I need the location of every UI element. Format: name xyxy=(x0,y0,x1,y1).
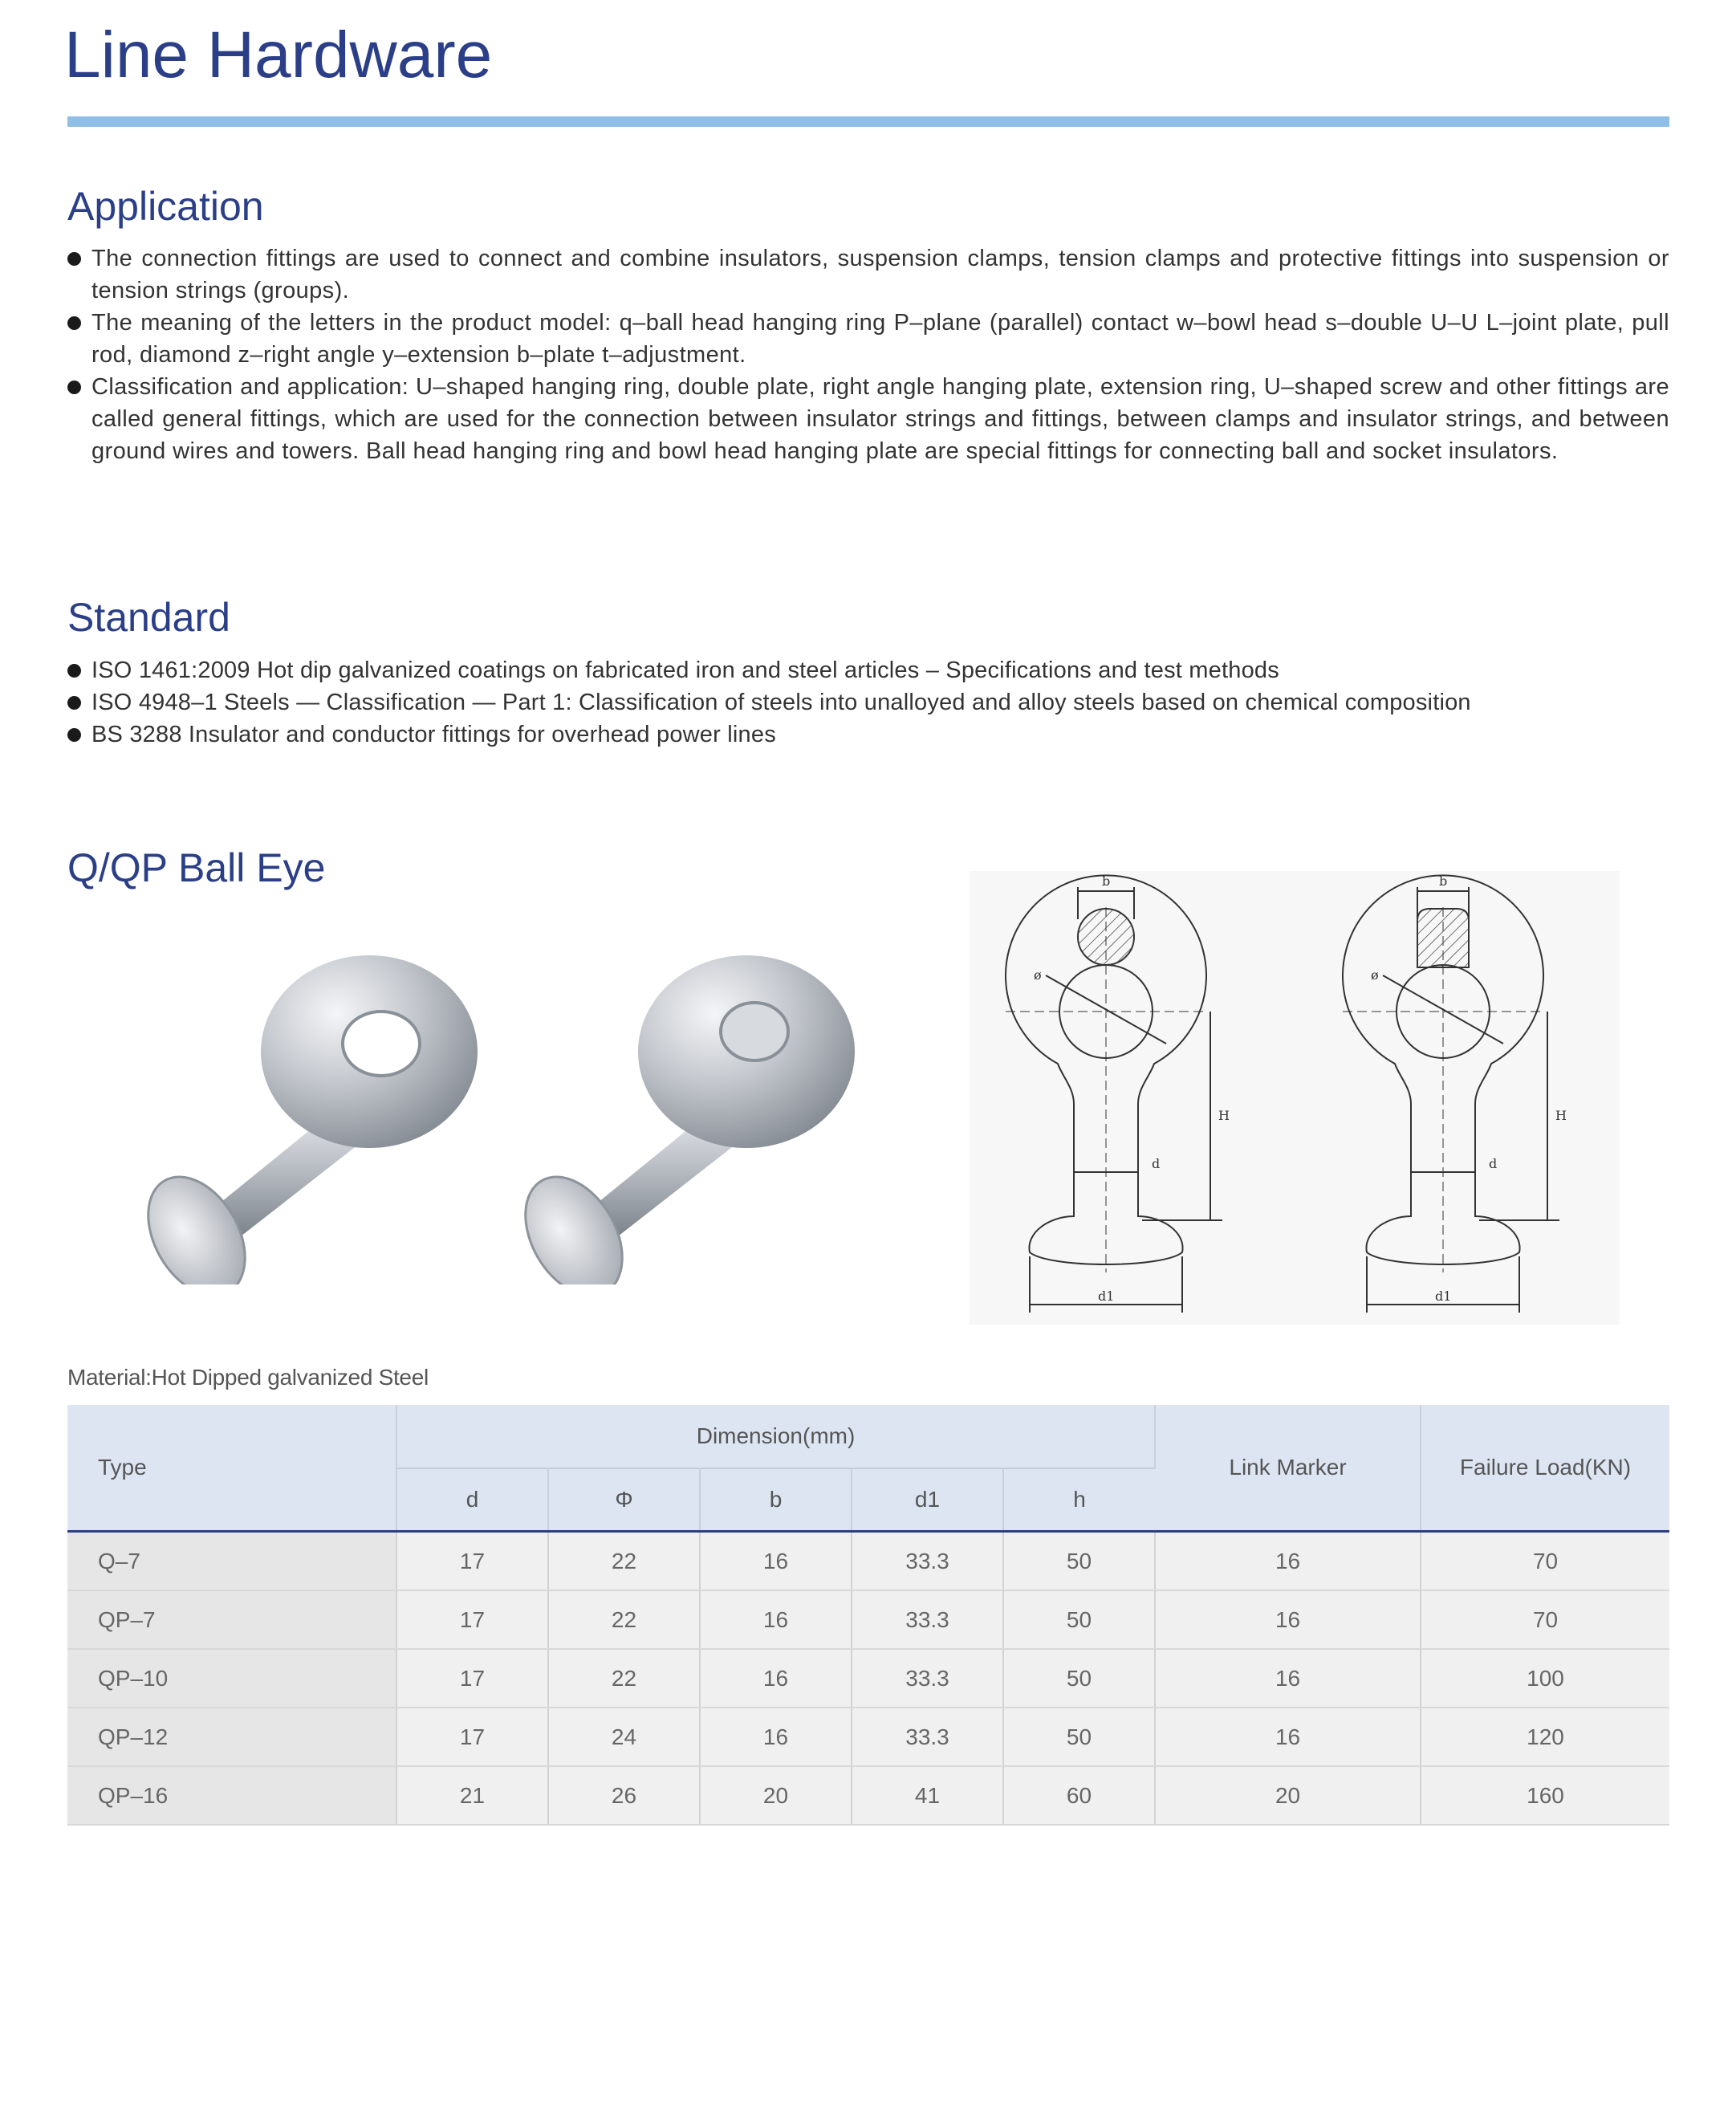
cell-d1: 33.3 xyxy=(852,1590,1003,1649)
cell-h: 60 xyxy=(1003,1766,1155,1825)
cell-type: QP–7 xyxy=(67,1590,396,1649)
cell-b: 16 xyxy=(700,1649,852,1708)
cell-link: 16 xyxy=(1155,1532,1421,1591)
label-phi-1: ø xyxy=(1034,967,1042,983)
label-h-2: H xyxy=(1555,1108,1567,1123)
cell-d: 21 xyxy=(396,1766,548,1825)
drawing-q xyxy=(1006,875,1222,1313)
cell-h: 50 xyxy=(1003,1590,1155,1649)
standard-list xyxy=(67,654,1669,751)
table-row xyxy=(67,1649,1669,1708)
application-heading: Application xyxy=(67,184,264,229)
cell-d: 17 xyxy=(396,1649,548,1708)
bullet-icon xyxy=(67,664,81,678)
label-d-2: d xyxy=(1489,1156,1498,1171)
page-title: Line Hardware xyxy=(64,18,493,92)
application-list xyxy=(67,242,1669,467)
label-d1-2: d1 xyxy=(1435,1288,1452,1304)
header-link-marker: Link Marker xyxy=(1155,1405,1421,1532)
material-note: Material:Hot Dipped galvanized Steel xyxy=(67,1365,429,1390)
header-b: b xyxy=(700,1468,852,1532)
standard-item: BS 3288 Insulator and conductor fittings for overhead power lines xyxy=(67,719,1669,751)
table-row xyxy=(67,1590,1669,1649)
cell-load: 100 xyxy=(1421,1649,1669,1708)
cell-d: 17 xyxy=(396,1590,548,1649)
bullet-icon xyxy=(67,252,81,266)
header-dimension: Dimension(mm) xyxy=(396,1405,1155,1468)
cell-phi: 22 xyxy=(548,1590,700,1649)
header-type: Type xyxy=(67,1405,396,1532)
cell-load: 70 xyxy=(1421,1532,1669,1591)
ball-eye-drawing xyxy=(970,871,1620,1325)
product-heading: Q/QP Ball Eye xyxy=(67,845,326,890)
cell-b: 16 xyxy=(700,1708,852,1766)
cell-b: 16 xyxy=(700,1590,852,1649)
ball-eye-image-1 xyxy=(128,955,478,1284)
spec-table xyxy=(67,1405,1669,1826)
cell-type: QP–16 xyxy=(67,1766,396,1825)
cell-d1: 33.3 xyxy=(852,1649,1003,1708)
cell-load: 70 xyxy=(1421,1590,1669,1649)
cell-type: Q–7 xyxy=(67,1532,396,1591)
header-d: d xyxy=(396,1468,548,1532)
standard-item: ISO 1461:2009 Hot dip galvanized coatings on fabricated iron and steel articles – Specifications and test methods xyxy=(67,654,1669,686)
table-row xyxy=(67,1532,1669,1591)
cell-link: 16 xyxy=(1155,1708,1421,1766)
bullet-icon xyxy=(67,381,81,394)
cell-d1: 33.3 xyxy=(852,1532,1003,1591)
table-row xyxy=(67,1766,1669,1825)
cell-link: 16 xyxy=(1155,1649,1421,1708)
cell-h: 50 xyxy=(1003,1532,1155,1591)
application-item: The meaning of the letters in the product model: q–ball head hanging ring P–plane (parallel) contact w–bowl head s–double U–U L–joint plate, pull rod, diamond z–right angle y–extension b–plate t–adjustment. xyxy=(67,307,1669,371)
header-h: h xyxy=(1003,1468,1155,1532)
label-d-1: d xyxy=(1152,1156,1161,1171)
cell-b: 20 xyxy=(700,1766,852,1825)
drawing-qp xyxy=(1343,875,1559,1313)
standard-heading: Standard xyxy=(67,595,230,640)
header-d1: d1 xyxy=(852,1468,1003,1532)
bullet-icon xyxy=(67,728,81,742)
application-item: The connection fittings are used to connect and combine insulators, suspension clamps, tension clamps and protective fittings into suspension or tension strings (groups). xyxy=(67,242,1669,307)
cell-d: 17 xyxy=(396,1708,548,1766)
cell-link: 20 xyxy=(1155,1766,1421,1825)
bullet-icon xyxy=(67,696,81,710)
label-h-1: H xyxy=(1218,1108,1230,1123)
cell-phi: 22 xyxy=(548,1532,700,1591)
title-rule xyxy=(67,116,1669,127)
table-row xyxy=(67,1708,1669,1766)
label-d1-1: d1 xyxy=(1098,1288,1115,1304)
cell-phi: 26 xyxy=(548,1766,700,1825)
cell-load: 160 xyxy=(1421,1766,1669,1825)
cell-type: QP–12 xyxy=(67,1708,396,1766)
ball-eye-photo xyxy=(128,947,883,1284)
label-b-1: b xyxy=(1102,873,1111,889)
standard-item: ISO 4948–1 Steels — Classification — Part 1: Classification of steels into unalloyed and alloy steels based on chemical composition xyxy=(67,686,1669,719)
header-phi: Φ xyxy=(548,1468,700,1532)
label-b-2: b xyxy=(1439,873,1448,889)
cell-h: 50 xyxy=(1003,1708,1155,1766)
cell-d1: 33.3 xyxy=(852,1708,1003,1766)
cell-phi: 24 xyxy=(548,1708,700,1766)
cell-d: 17 xyxy=(396,1532,548,1591)
cell-phi: 22 xyxy=(548,1649,700,1708)
label-phi-2: ø xyxy=(1371,967,1379,983)
bullet-icon xyxy=(67,316,81,330)
cell-h: 50 xyxy=(1003,1649,1155,1708)
cell-b: 16 xyxy=(700,1532,852,1591)
cell-link: 16 xyxy=(1155,1590,1421,1649)
ball-eye-image-2 xyxy=(506,955,855,1284)
cell-type: QP–10 xyxy=(67,1649,396,1708)
cell-load: 120 xyxy=(1421,1708,1669,1766)
application-item: Classification and application: U–shaped hanging ring, double plate, right angle hanging plate, extension ring, U–shaped screw and other fittings are called general fittings, which are used for the connection between insulator strings and fittings, between clamps and insulator strings, and between ground wires and towers. Ball head hanging ring and bowl head hanging plate are special fittings for connecting ball and socket insulators. xyxy=(67,371,1669,467)
cell-d1: 41 xyxy=(852,1766,1003,1825)
header-failure-load: Failure Load(KN) xyxy=(1421,1405,1669,1532)
